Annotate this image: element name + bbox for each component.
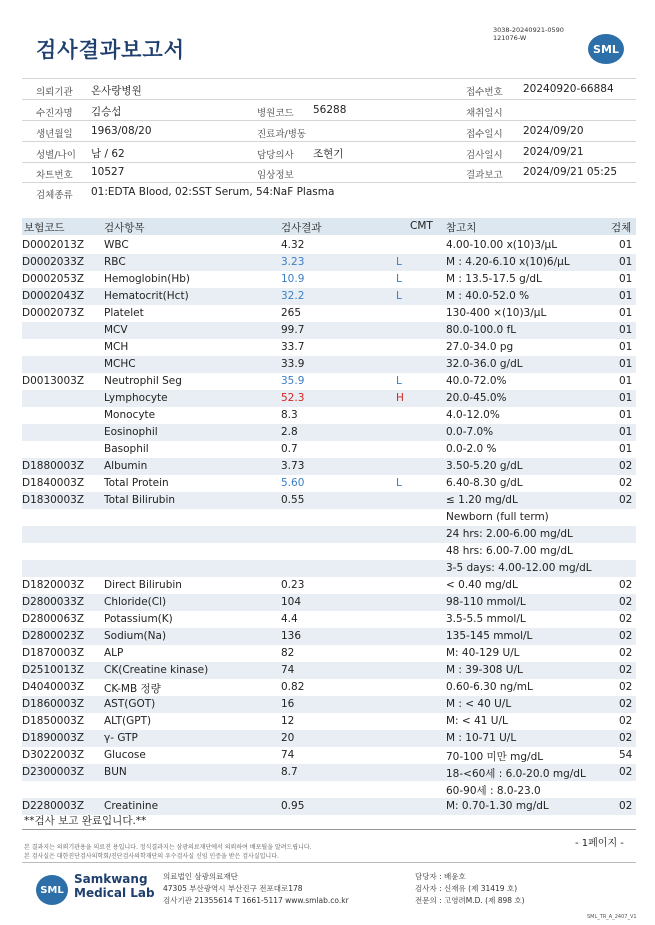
table-row	[22, 475, 636, 492]
patient-value: 김승섭	[91, 106, 122, 118]
cell-reference: M : 39-308 U/L	[446, 664, 523, 676]
cell-result: 32.2	[281, 290, 305, 302]
cell-reference: Newborn (full term)	[446, 511, 549, 523]
col-code-header: 보험코드	[24, 222, 65, 234]
cell-reference: M: 0.70-1.30 mg/dL	[446, 800, 549, 812]
table-row	[22, 730, 636, 747]
cell-specimen: 01	[619, 307, 633, 319]
cell-code: D0002033Z	[22, 256, 85, 268]
cell-reference: 0.0-2.0 %	[446, 443, 497, 455]
cell-cmt: L	[396, 273, 402, 285]
cell-test-name: Neutrophil Seg	[104, 375, 182, 387]
cell-reference: 3.5-5.5 mmol/L	[446, 613, 526, 625]
cell-specimen: 01	[619, 409, 633, 421]
cell-specimen: 01	[619, 290, 633, 302]
hospital-code-label: 병원코드	[257, 108, 294, 119]
table-row	[22, 373, 636, 390]
cell-reference: M: < 41 U/L	[446, 715, 508, 727]
cell-reference: 98-110 mmol/L	[446, 596, 526, 608]
lab-name-line-1: Samkwang	[74, 872, 148, 886]
cell-specimen: 02	[619, 613, 633, 625]
table-row	[22, 594, 636, 611]
table-row	[22, 288, 636, 305]
page-number: - 1페이지 -	[575, 838, 624, 849]
cell-result: 16	[281, 698, 295, 710]
table-row	[22, 577, 636, 594]
cell-result: 82	[281, 647, 295, 659]
cell-specimen: 01	[619, 358, 633, 370]
table-row	[22, 356, 636, 373]
cell-code: D2300003Z	[22, 766, 85, 778]
cell-reference: M : 13.5-17.5 g/dL	[446, 273, 542, 285]
lab-address	[163, 871, 349, 907]
cell-code: D2280003Z	[22, 800, 85, 812]
cell-reference: 4.0-12.0%	[446, 409, 500, 421]
cell-result: 2.8	[281, 426, 298, 438]
cell-result: 0.23	[281, 579, 305, 591]
cell-result: 74	[281, 749, 295, 761]
cell-test-name: ALT(GPT)	[104, 715, 152, 727]
cell-reference: 18-<60세 : 6.0-20.0 mg/dL	[446, 768, 586, 780]
cell-reference: M : 10-71 U/L	[446, 732, 517, 744]
cell-cmt: L	[396, 477, 402, 489]
cell-code: D1870003Z	[22, 647, 85, 659]
hospital-value: 온사랑병원	[91, 85, 142, 97]
cell-test-name: Total Protein	[104, 477, 169, 489]
table-row	[22, 781, 636, 798]
cell-test-name: CK(Creatine kinase)	[104, 664, 209, 676]
cell-result: 0.95	[281, 800, 305, 812]
cell-test-name: BUN	[104, 766, 127, 778]
cell-result: 12	[281, 715, 295, 727]
col-spec-header: 검체	[611, 222, 632, 234]
complete-note: **검사 보고 완료입니다.**	[24, 815, 147, 827]
cell-test-name: Monocyte	[104, 409, 156, 421]
doctor-label: 담당의사	[257, 150, 294, 161]
table-row	[22, 441, 636, 458]
test-date-label: 검사일시	[466, 150, 503, 161]
receipt-date-value: 2024/09/20	[523, 125, 584, 137]
cell-code: D2800063Z	[22, 613, 85, 625]
cell-code: D0002013Z	[22, 239, 85, 251]
table-row	[22, 339, 636, 356]
cell-test-name: Creatinine	[104, 800, 159, 812]
chart-no-value: 10527	[91, 166, 125, 178]
cell-result: 52.3	[281, 392, 305, 404]
table-row	[22, 458, 636, 475]
cell-test-name: MCHC	[104, 358, 136, 370]
collect-date-label: 채취일시	[466, 108, 503, 119]
cell-code: D0002043Z	[22, 290, 85, 302]
cell-code: D1890003Z	[22, 732, 85, 744]
col-result-header: 검사결과	[281, 222, 322, 234]
chart-no-label: 차트번호	[36, 170, 73, 181]
cell-reference: 60-90세 : 8.0-23.0	[446, 785, 541, 797]
cell-specimen: 02	[619, 664, 633, 676]
cell-reference: 80.0-100.0 fL	[446, 324, 517, 336]
table-row	[22, 526, 636, 543]
cell-specimen: 01	[619, 324, 633, 336]
cell-reference: < 0.40 mg/dL	[446, 579, 518, 591]
barcode-line-2: 121076-W	[493, 34, 527, 42]
cell-reference: 24 hrs: 2.00-6.00 mg/dL	[446, 528, 573, 540]
cell-specimen: 02	[619, 681, 633, 693]
cell-result: 3.23	[281, 256, 305, 268]
specimen-label: 검체종류	[36, 190, 73, 201]
dept-label: 진료과/병동	[257, 129, 307, 140]
receipt-no-label: 접수번호	[466, 87, 503, 98]
sex-age-label: 성별/나이	[36, 150, 76, 161]
cell-cmt: L	[396, 256, 402, 268]
cell-reference: 27.0-34.0 pg	[446, 341, 514, 353]
cell-result: 4.32	[281, 239, 305, 251]
table-row	[22, 560, 636, 577]
cell-cmt: H	[396, 392, 404, 404]
cell-test-name: MCH	[104, 341, 129, 353]
cell-test-name: ALP	[104, 647, 124, 659]
cell-code: D1830003Z	[22, 494, 85, 506]
cell-reference: M : 4.20-6.10 x(10)6/μL	[446, 256, 570, 268]
cell-reference: 40.0-72.0%	[446, 375, 507, 387]
cell-test-name: Hematocrit(Hct)	[104, 290, 189, 302]
sex-age-value: 남 / 62	[91, 148, 125, 160]
table-row	[22, 764, 636, 781]
cell-test-name: Glucose	[104, 749, 146, 761]
report-date-value: 2024/09/21 05:25	[523, 166, 618, 178]
cell-code: D0002053Z	[22, 273, 85, 285]
divider	[22, 99, 636, 100]
cell-reference: 0.0-7.0%	[446, 426, 494, 438]
divider	[22, 120, 636, 121]
dob-label: 생년월일	[36, 129, 73, 140]
cell-test-name: Eosinophil	[104, 426, 158, 438]
cell-result: 35.9	[281, 375, 305, 387]
cell-test-name: Direct Bilirubin	[104, 579, 182, 591]
cell-reference: 32.0-36.0 g/dL	[446, 358, 523, 370]
table-row	[22, 628, 636, 645]
table-row	[22, 696, 636, 713]
col-ref-header: 참고치	[446, 222, 477, 234]
hospital-code-value: 56288	[313, 104, 347, 116]
table-row	[22, 611, 636, 628]
address-line-3: 검사기관 21355614 T 1661-5117 www.smlab.co.kr	[163, 896, 349, 905]
cell-test-name: Sodium(Na)	[104, 630, 167, 642]
cell-reference: M: 40-129 U/L	[446, 647, 520, 659]
lab-name	[74, 872, 155, 900]
cell-code: D1860003Z	[22, 698, 85, 710]
signatory-3: 전문의 : 고영려M.D. (제 898 호)	[415, 896, 525, 905]
cell-test-name: Lymphocyte	[104, 392, 168, 404]
specimen-value: 01:EDTA Blood, 02:SST Serum, 54:NaF Plasma	[91, 186, 335, 198]
cell-specimen: 01	[619, 443, 633, 455]
receipt-date-label: 접수일시	[466, 129, 503, 140]
cell-test-name: WBC	[104, 239, 129, 251]
cell-reference: 48 hrs: 6.00-7.00 mg/dL	[446, 545, 573, 557]
report-date-label: 결과보고	[466, 170, 503, 181]
cell-specimen: 02	[619, 715, 633, 727]
cell-test-name: AST(GOT)	[104, 698, 156, 710]
cell-result: 8.3	[281, 409, 298, 421]
cell-specimen: 02	[619, 579, 633, 591]
signatories	[415, 871, 525, 907]
cell-result: 33.9	[281, 358, 305, 370]
table-row	[22, 543, 636, 560]
table-row	[22, 305, 636, 322]
cell-result: 0.55	[281, 494, 305, 506]
cell-specimen: 01	[619, 256, 633, 268]
clinical-label: 임상정보	[257, 170, 294, 181]
cell-test-name: Total Bilirubin	[104, 494, 176, 506]
test-date-value: 2024/09/21	[523, 146, 584, 158]
cell-test-name: Platelet	[104, 307, 144, 319]
cell-code: D4040003Z	[22, 681, 85, 693]
table-row	[22, 662, 636, 679]
signatory-2: 검사자 : 신재유 (제 31419 호)	[415, 884, 518, 893]
cell-result: 99.7	[281, 324, 305, 336]
cell-result: 20	[281, 732, 295, 744]
cell-specimen: 01	[619, 375, 633, 387]
cell-reference: 70-100 미만 mg/dL	[446, 751, 544, 763]
cell-test-name: Basophil	[104, 443, 149, 455]
cell-test-name: CK-MB 정량	[104, 683, 161, 695]
cell-reference: 4.00-10.00 x(10)3/μL	[446, 239, 558, 251]
cell-specimen: 01	[619, 341, 633, 353]
form-code: SML_TR_A_2407_V1	[587, 914, 637, 920]
cell-reference: M : 40.0-52.0 %	[446, 290, 530, 302]
table-row	[22, 713, 636, 730]
cell-result: 5.60	[281, 477, 305, 489]
cell-test-name: Potassium(K)	[104, 613, 173, 625]
cell-cmt: L	[396, 375, 402, 387]
cell-specimen: 02	[619, 477, 633, 489]
cell-reference: 3-5 days: 4.00-12.00 mg/dL	[446, 562, 592, 574]
cell-specimen: 02	[619, 647, 633, 659]
table-row	[22, 645, 636, 662]
address-line-1: 의료법인 삼광의료재단	[163, 872, 238, 881]
divider	[22, 182, 636, 183]
cell-reference: ≤ 1.20 mg/dL	[446, 494, 518, 506]
cell-reference: 135-145 mmol/L	[446, 630, 533, 642]
divider	[22, 78, 636, 79]
cell-specimen: 02	[619, 766, 633, 778]
cell-reference: M : < 40 U/L	[446, 698, 512, 710]
sml-logo: SML	[588, 34, 624, 64]
barcode-line-1: 3038-20240921-0590	[493, 26, 564, 34]
cell-result: 104	[281, 596, 302, 608]
cell-specimen: 01	[619, 273, 633, 285]
cell-code: D3022003Z	[22, 749, 85, 761]
cell-reference: 20.0-45.0%	[446, 392, 507, 404]
table-row	[22, 747, 636, 764]
cell-test-name: MCV	[104, 324, 128, 336]
cell-specimen: 01	[619, 392, 633, 404]
cell-reference: 3.50-5.20 g/dL	[446, 460, 523, 472]
table-row	[22, 254, 636, 271]
col-cmt-header: CMT	[410, 220, 433, 232]
cell-test-name: Chloride(Cl)	[104, 596, 167, 608]
cell-result: 74	[281, 664, 295, 676]
cell-result: 0.7	[281, 443, 298, 455]
cell-specimen: 02	[619, 698, 633, 710]
receipt-no-value: 20240920-66884	[523, 83, 614, 95]
table-row	[22, 407, 636, 424]
cell-code: D1840003Z	[22, 477, 85, 489]
cell-test-name: Albumin	[104, 460, 148, 472]
barcode-text	[493, 26, 564, 42]
cell-test-name: Hemoglobin(Hb)	[104, 273, 191, 285]
cell-specimen: 02	[619, 630, 633, 642]
cell-specimen: 02	[619, 596, 633, 608]
cell-result: 8.7	[281, 766, 298, 778]
table-row	[22, 424, 636, 441]
cell-reference: 0.60-6.30 ng/mL	[446, 681, 533, 693]
page-title: 검사결과보고서	[36, 38, 186, 62]
cell-result: 33.7	[281, 341, 305, 353]
lab-name-line-2: Medical Lab	[74, 886, 155, 900]
table-row	[22, 679, 636, 696]
divider	[22, 141, 636, 142]
cell-specimen: 02	[619, 732, 633, 744]
cell-result: 265	[281, 307, 302, 319]
cell-specimen: 01	[619, 239, 633, 251]
cell-code: D0013003Z	[22, 375, 85, 387]
cell-result: 136	[281, 630, 302, 642]
cell-code: D2800033Z	[22, 596, 85, 608]
cell-code: D1820003Z	[22, 579, 85, 591]
doctor-value: 조현기	[313, 148, 344, 160]
fine-print-2: 본 검사실은 대한진단검사의학회/진단검사의학재단의 우수검사실 신임 인증을 받은 검사실입니다.	[24, 853, 279, 860]
cell-code: D1850003Z	[22, 715, 85, 727]
divider	[22, 829, 636, 830]
cell-code: D2800023Z	[22, 630, 85, 642]
lab-logo: SML	[36, 875, 68, 905]
dob-value: 1963/08/20	[91, 125, 152, 137]
cell-reference: 130-400 ×(10)3/μL	[446, 307, 547, 319]
cell-code: D2510013Z	[22, 664, 85, 676]
cell-result: 3.73	[281, 460, 305, 472]
cell-test-name: RBC	[104, 256, 126, 268]
col-name-header: 검사항목	[104, 222, 145, 234]
table-row	[22, 271, 636, 288]
cell-result: 0.82	[281, 681, 305, 693]
cell-reference: 6.40-8.30 g/dL	[446, 477, 523, 489]
signatory-1: 담당자 : 배윤호	[415, 872, 466, 881]
table-row	[22, 237, 636, 254]
divider	[22, 162, 636, 163]
cell-test-name: γ- GTP	[104, 732, 138, 744]
cell-specimen: 01	[619, 426, 633, 438]
table-row	[22, 390, 636, 407]
cell-specimen: 02	[619, 800, 633, 812]
fine-print-1: 본 결과지는 의뢰기관용을 의료진 용입니다. 정식결과지는 삼광의료재단에서 의뢰하여 배포될을 알려드립니다.	[24, 844, 312, 851]
cell-result: 4.4	[281, 613, 298, 625]
patient-label: 수진자명	[36, 108, 73, 119]
hospital-label: 의뢰기관	[36, 87, 73, 98]
cell-specimen: 54	[619, 749, 633, 761]
cell-code: D0002073Z	[22, 307, 85, 319]
address-line-2: 47305 부산광역시 부산진구 전포대로178	[163, 884, 303, 893]
table-row	[22, 492, 636, 509]
cell-code: D1880003Z	[22, 460, 85, 472]
cell-result: 10.9	[281, 273, 305, 285]
table-row	[22, 509, 636, 526]
cell-specimen: 02	[619, 460, 633, 472]
table-row	[22, 322, 636, 339]
divider	[22, 862, 636, 863]
cell-specimen: 02	[619, 494, 633, 506]
cell-cmt: L	[396, 290, 402, 302]
